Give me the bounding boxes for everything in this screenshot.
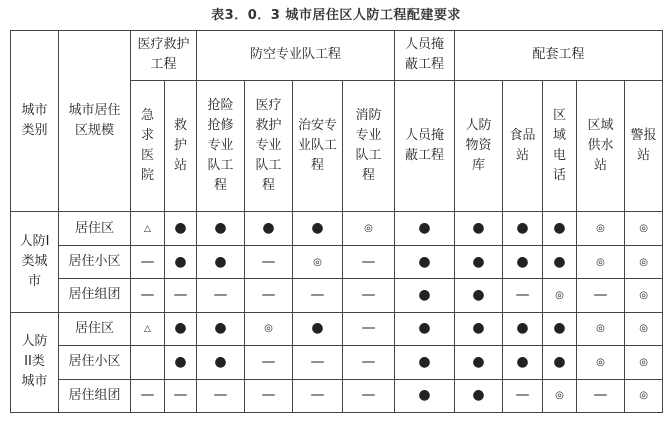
requirement-cell bbox=[197, 312, 245, 345]
requirement-cell bbox=[343, 312, 395, 345]
not-required-mark: — bbox=[140, 387, 155, 404]
required-mark: ● bbox=[472, 320, 485, 337]
header-group-personnel: 人员掩 蔽工程 bbox=[395, 31, 455, 81]
col-rescue-station: 救 护 站 bbox=[165, 80, 197, 212]
requirement-cell bbox=[577, 346, 625, 379]
requirement-cell bbox=[625, 312, 663, 345]
requirement-cell bbox=[577, 312, 625, 345]
requirement-cell bbox=[197, 245, 245, 278]
requirement-cell bbox=[165, 245, 197, 278]
not-required-mark: — bbox=[361, 253, 376, 270]
not-required-mark: — bbox=[310, 387, 325, 404]
header-city-type: 城市 类别 bbox=[11, 31, 59, 212]
requirement-cell bbox=[131, 245, 165, 278]
requirement-cell bbox=[293, 245, 343, 278]
requirement-cell bbox=[395, 212, 455, 245]
col-security-team: 治安专 业队工 程 bbox=[293, 80, 343, 212]
not-required-mark: — bbox=[213, 286, 228, 303]
requirement-cell bbox=[455, 245, 503, 278]
requirement-cell bbox=[293, 346, 343, 379]
scale-cell: 居住小区 bbox=[59, 346, 131, 379]
requirement-cell bbox=[395, 279, 455, 312]
requirement-cell bbox=[503, 245, 543, 278]
table-row bbox=[11, 212, 663, 245]
requirement-cell bbox=[343, 245, 395, 278]
requirement-cell bbox=[131, 346, 165, 379]
optional-mark: ◎ bbox=[555, 390, 564, 402]
requirement-cell bbox=[455, 312, 503, 345]
requirement-cell bbox=[577, 212, 625, 245]
table-row bbox=[11, 346, 663, 379]
col-power: 区 域 电 话 bbox=[543, 80, 577, 212]
requirement-cell bbox=[455, 279, 503, 312]
col-personnel: 人员掩 蔽工程 bbox=[395, 80, 455, 212]
city-type-cell: 人防I 类城 市 bbox=[11, 212, 59, 312]
requirement-cell bbox=[503, 279, 543, 312]
requirement-cell bbox=[625, 279, 663, 312]
requirement-cell bbox=[197, 379, 245, 412]
required-mark: ● bbox=[174, 320, 187, 337]
required-mark: ● bbox=[553, 220, 566, 237]
table-row bbox=[11, 312, 663, 345]
required-mark: ● bbox=[214, 220, 227, 237]
requirement-cell bbox=[197, 279, 245, 312]
requirement-cell bbox=[293, 279, 343, 312]
requirement-cell bbox=[503, 312, 543, 345]
conditional-mark: △ bbox=[144, 224, 151, 235]
required-mark: ● bbox=[553, 253, 566, 270]
required-mark: ● bbox=[311, 220, 324, 237]
not-required-mark: — bbox=[261, 253, 276, 270]
required-mark: ● bbox=[174, 220, 187, 237]
requirement-cell bbox=[245, 245, 293, 278]
required-mark: ● bbox=[472, 286, 485, 303]
table-row bbox=[11, 279, 663, 312]
requirement-cell bbox=[625, 346, 663, 379]
requirement-cell bbox=[245, 346, 293, 379]
requirement-cell bbox=[245, 379, 293, 412]
requirement-cell bbox=[455, 346, 503, 379]
requirement-cell bbox=[197, 212, 245, 245]
col-material-depot: 人防 物资 库 bbox=[455, 80, 503, 212]
requirement-cell bbox=[165, 312, 197, 345]
col-medical-team: 医疗 救护 专业 队工 程 bbox=[245, 80, 293, 212]
not-required-mark: — bbox=[593, 286, 608, 303]
requirement-cell bbox=[577, 279, 625, 312]
requirement-cell bbox=[455, 379, 503, 412]
optional-mark: ◎ bbox=[639, 289, 648, 301]
required-mark: ● bbox=[418, 320, 431, 337]
not-required-mark: — bbox=[213, 387, 228, 404]
not-required-mark: — bbox=[593, 387, 608, 404]
header-group-defense: 防空专业队工程 bbox=[197, 31, 395, 81]
optional-mark: ◎ bbox=[596, 256, 605, 268]
scale-cell: 居住组团 bbox=[59, 379, 131, 412]
requirement-cell bbox=[165, 279, 197, 312]
scale-cell: 居住区 bbox=[59, 312, 131, 345]
required-mark: ● bbox=[174, 353, 187, 370]
header-group-support: 配套工程 bbox=[455, 31, 663, 81]
optional-mark: ◎ bbox=[364, 223, 373, 235]
conditional-mark: △ bbox=[144, 324, 151, 335]
required-mark: ● bbox=[516, 320, 529, 337]
requirement-cell bbox=[131, 312, 165, 345]
col-repair-team: 抢险 抢修 专业 队工 程 bbox=[197, 80, 245, 212]
header-scale: 城市居住 区规模 bbox=[59, 31, 131, 212]
requirement-cell bbox=[503, 212, 543, 245]
requirement-cell bbox=[245, 312, 293, 345]
requirement-cell bbox=[543, 312, 577, 345]
requirement-cell bbox=[165, 379, 197, 412]
requirement-cell bbox=[543, 346, 577, 379]
requirement-cell bbox=[543, 379, 577, 412]
optional-mark: ◎ bbox=[596, 356, 605, 368]
required-mark: ● bbox=[418, 387, 431, 404]
not-required-mark: — bbox=[173, 387, 188, 404]
not-required-mark: — bbox=[140, 253, 155, 270]
scale-cell: 居住组团 bbox=[59, 279, 131, 312]
required-mark: ● bbox=[516, 220, 529, 237]
city-type-cell: 人防 II类 城市 bbox=[11, 312, 59, 412]
requirements-table bbox=[10, 30, 663, 413]
col-food-station: 食品 站 bbox=[503, 80, 543, 212]
required-mark: ● bbox=[553, 353, 566, 370]
requirement-cell bbox=[395, 312, 455, 345]
requirement-cell bbox=[165, 212, 197, 245]
table-row bbox=[11, 379, 663, 412]
col-alarm: 警报 站 bbox=[625, 80, 663, 212]
not-required-mark: — bbox=[515, 387, 530, 404]
required-mark: ● bbox=[472, 220, 485, 237]
optional-mark: ◎ bbox=[639, 323, 648, 335]
table-row bbox=[11, 245, 663, 278]
required-mark: ● bbox=[418, 253, 431, 270]
required-mark: ● bbox=[418, 220, 431, 237]
not-required-mark: — bbox=[261, 387, 276, 404]
requirement-cell bbox=[543, 245, 577, 278]
not-required-mark: — bbox=[361, 320, 376, 337]
required-mark: ● bbox=[472, 253, 485, 270]
not-required-mark: — bbox=[361, 286, 376, 303]
optional-mark: ◎ bbox=[596, 223, 605, 235]
requirement-cell bbox=[165, 346, 197, 379]
requirement-cell bbox=[245, 279, 293, 312]
required-mark: ● bbox=[214, 253, 227, 270]
requirement-cell bbox=[395, 379, 455, 412]
scale-cell: 居住区 bbox=[59, 212, 131, 245]
requirement-cell bbox=[625, 212, 663, 245]
optional-mark: ◎ bbox=[264, 323, 273, 335]
requirement-cell bbox=[131, 379, 165, 412]
required-mark: ● bbox=[553, 320, 566, 337]
header-group-medical: 医疗救护 工程 bbox=[131, 31, 197, 81]
requirement-cell bbox=[503, 379, 543, 412]
required-mark: ● bbox=[472, 387, 485, 404]
not-required-mark: — bbox=[361, 353, 376, 370]
not-required-mark: — bbox=[361, 387, 376, 404]
required-mark: ● bbox=[174, 253, 187, 270]
requirement-cell bbox=[343, 279, 395, 312]
col-water: 区域 供水 站 bbox=[577, 80, 625, 212]
requirement-cell bbox=[293, 379, 343, 412]
required-mark: ● bbox=[311, 320, 324, 337]
required-mark: ● bbox=[418, 286, 431, 303]
requirement-cell bbox=[543, 212, 577, 245]
required-mark: ● bbox=[214, 353, 227, 370]
optional-mark: ◎ bbox=[639, 223, 648, 235]
not-required-mark: — bbox=[515, 286, 530, 303]
required-mark: ● bbox=[214, 320, 227, 337]
optional-mark: ◎ bbox=[313, 256, 322, 268]
requirement-cell bbox=[197, 346, 245, 379]
requirement-cell bbox=[245, 212, 293, 245]
requirement-cell bbox=[625, 245, 663, 278]
requirement-cell bbox=[131, 279, 165, 312]
requirement-cell bbox=[343, 346, 395, 379]
col-fire-team: 消防 专业 队工 程 bbox=[343, 80, 395, 212]
requirement-cell bbox=[395, 346, 455, 379]
requirement-cell bbox=[343, 379, 395, 412]
requirement-cell bbox=[577, 245, 625, 278]
not-required-mark: — bbox=[140, 286, 155, 303]
optional-mark: ◎ bbox=[639, 356, 648, 368]
required-mark: ● bbox=[516, 353, 529, 370]
requirement-cell bbox=[395, 245, 455, 278]
optional-mark: ◎ bbox=[639, 256, 648, 268]
requirement-cell bbox=[343, 212, 395, 245]
required-mark: ● bbox=[418, 353, 431, 370]
requirement-cell bbox=[293, 312, 343, 345]
requirement-cell bbox=[543, 279, 577, 312]
requirement-cell bbox=[455, 212, 503, 245]
requirement-cell bbox=[625, 379, 663, 412]
not-required-mark: — bbox=[261, 353, 276, 370]
table-caption: 表3．0．3 城市居住区人防工程配建要求 bbox=[211, 8, 461, 23]
optional-mark: ◎ bbox=[639, 390, 648, 402]
required-mark: ● bbox=[262, 220, 275, 237]
optional-mark: ◎ bbox=[555, 289, 564, 301]
requirement-cell bbox=[503, 346, 543, 379]
optional-mark: ◎ bbox=[596, 323, 605, 335]
not-required-mark: — bbox=[261, 286, 276, 303]
not-required-mark: — bbox=[173, 286, 188, 303]
col-emergency-hospital: 急 求 医 院 bbox=[131, 80, 165, 212]
requirement-cell bbox=[293, 212, 343, 245]
scale-cell: 居住小区 bbox=[59, 245, 131, 278]
requirement-cell bbox=[131, 212, 165, 245]
not-required-mark: — bbox=[310, 286, 325, 303]
requirement-cell bbox=[577, 379, 625, 412]
required-mark: ● bbox=[516, 253, 529, 270]
not-required-mark: — bbox=[310, 353, 325, 370]
required-mark: ● bbox=[472, 353, 485, 370]
